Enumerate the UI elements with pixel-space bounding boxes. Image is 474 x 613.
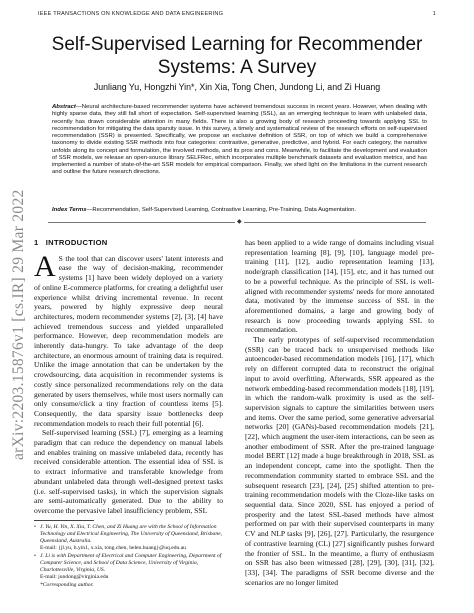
footnote-email-1: E-mail: {jl.yu, h.yin1, x.xia, tong.chen, helen.huang}@uq.edu.au — [40, 544, 186, 551]
index-terms-label: Index Terms — [52, 207, 87, 213]
arxiv-identifier: arXiv:2203.15876v1 [cs.IR] 29 Mar 2022 — [10, 189, 27, 460]
footnote-affiliation-2-text: J. Li is with Department of Electrical and Computer Engineering, Department of Computer Science, and School of Data Science, University of Virginia, Charlottesville, Virginia, US. — [40, 552, 222, 573]
intro-paragraph-1 — [34, 249, 223, 429]
author-list: Junliang Yu, Hongzhi Yin*, Xin Xia, Tong Chen, Jundong Li, and Zi Huang — [93, 82, 381, 92]
arxiv-stamp — [8, 160, 26, 460]
footnote-corresponding — [34, 582, 223, 589]
intro-paragraph-3: has been applied to a wide range of domains including visual representation learning [8], [9], [10], language model pre-training [11], [12], audio representation learning [13], node/graph classification [14], [15], etc, and it has turned out to be a powerful technique. As the principle of SSL is well-aligned with recommender systems' needs for more annotated data, motivated by the immense success of SSL in the aforementioned domains, a large and growing body of research is now proceeding towards applying SSL to recommendation. — [245, 238, 434, 335]
left-column — [34, 238, 223, 590]
section-number: 1 — [34, 238, 39, 247]
running-header — [38, 11, 436, 21]
abstract — [52, 104, 427, 177]
paper-title: Self-Supervised Learning for Recommender Systems: A Survey — [51, 34, 423, 78]
section-title: INTRODUCTION — [45, 238, 108, 247]
index-terms-text: —Recommendation, Self-Supervised Learning, Contrastive Learning, Pre-Training, Data Augmentation. — [86, 207, 357, 213]
abstract-label: Abstract — [52, 104, 76, 110]
footnote-affiliation-2 — [34, 553, 223, 581]
intro-paragraph-1-text: S the tool that can discover users' latent interests and ease the way of decision-making, recommender systems [1] have been widely deployed on a variety of online E-commerce platforms, for creating a delightful user experience whilst driving incremental revenue. In recent years, powered by highly expressive deep neural architectures, modern recommender systems [2], [3], [4] have achieved tremendous success and yielded unparalleled performance. However, deep recommendation models are inherently data-hungry. To take advantage of the deep architecture, an enormous amount of training data is required. Unlike the image annotation that can be undertaken by the crowdsourcing, data acquisition in recommender systems is costly since personalized recommendations rely on the data generated by users themselves, while most users normally can only consume/click a tiny fraction of countless items [5]. Consequently, the data sparsity issue bottlenecks deep recommendation models to reach their full potential [6]. — [34, 253, 223, 428]
intro-paragraph-2: Self-supervised learning (SSL) [7], emerging as a learning paradigm that can reduce the dependency on manual labels and enables training on massive unlabeled data, recently has received considerable attention. The essential idea of SSL is to extract informative and transferable knowledge from abundant unlabeled data through well-designed pretext tasks (i.e. self-supervised tasks), in which the supervision signals are semi-automatically generated. Due to the ability to overcome the pervasive label insufficiency problem, SSL — [34, 428, 223, 515]
footnote-email-2: E-mail: jundong@virginia.edu — [40, 573, 109, 580]
intro-paragraph-4: The early prototypes of self-supervised recommendation (SSR) can be traced back to unsupervised methods like autoencoder-based recommendation models [16], [17], which rely on different corrupted data to reconstruct the original input to avoid overfitting. Afterwards, SSR appeared as the network embedding-based recommendation models [18], [19], in which the random-walk proximity is used as the self-supervision signals to capture the similarities between users and items. Over the same period, some generative adversarial networks [20] (GANs)-based recommendation models [21], [22], which augment the user-item interactions, can be seen as another embodiment of SSR. After the pre-trained language model BERT [12] made a huge breakthrough in 2018, SSL as an independent concept, came into the spotlight. Then the recommendation community started to embrace SSL and the subsequent research [23], [24], [25] shifted attention to pre-training recommendation models with the Cloze-like tasks on sequential data. Since 2020, SSL has enjoyed a period of prosperity and the latest SSL-based methods have almost performed on par with their supervised counterparts in many CV and NLP tasks [9], [26], [27]. Particularly, the resurgence of contrastive learning (CL) [27] significantly pushes forward the frontier of SSL. In the meantime, a flurry of enthusiasm on SSR has also been witnessed [28], [29], [30], [31], [32], [33], [34]. The paradigms of SSR become diverse and the scenarios are no longer limited — [245, 335, 434, 587]
footnote-affiliation-1-text: J. Yu, H. Yin, X. Xia, T. Chen, and Zi Huang are with the School of Information Technology and Electrical Engineering, The University of Queensland, Brisbane, Queensland, Australia. — [40, 523, 223, 544]
index-terms — [52, 207, 427, 214]
footnote-rule — [34, 520, 94, 521]
section-heading — [34, 238, 223, 248]
right-column — [245, 238, 434, 587]
drop-cap: A — [34, 249, 56, 283]
footnote-corresponding-text: *Corresponding author. — [40, 581, 94, 588]
abstract-text: —Neural architecture-based recommender systems have achieved tremendous success in recent years. However, when dealing with highly sparse data, they still fall short of expectation. Self-supervised learning (SSL), as an emerging technique to learn with unlabeled data, recently has drawn considerable attention in many fields. There is also a growing body of research proceeding towards applying SSL to recommendation for mitigating the data sparsity issue. In this survey, a timely and systematical review of the research efforts on self-supervised recommendation (SSR) is presented. Specifically, we propose an exclusive definition of SSR, on top of which we build a comprehensive taxonomy to divide existing SSR methods into four categories: contrastive, generative, predictive, and hybrid. For each category, the narrative unfolds along its concept and formulation, the involved methods, and its pros and cons. Meanwhile, to facilitate the development and evaluation of SSR models, we release an open-source library SELFRec, which incorporates multiple benchmark datasets and evaluation metrics, and has implemented a number of state-of-the-art SSR models for empirical comparison. Finally, we shed light on the limitations in the current research and outline the future research directions. — [52, 104, 427, 176]
page-number: 1 — [432, 11, 436, 17]
journal-name: IEEE TRANSACTIONS ON KNOWLEDGE AND DATA ENGINEERING — [38, 11, 224, 17]
divider-diamond: ◆ — [237, 218, 242, 225]
footnote-affiliation-1 — [34, 524, 223, 552]
footnotes — [34, 524, 223, 589]
